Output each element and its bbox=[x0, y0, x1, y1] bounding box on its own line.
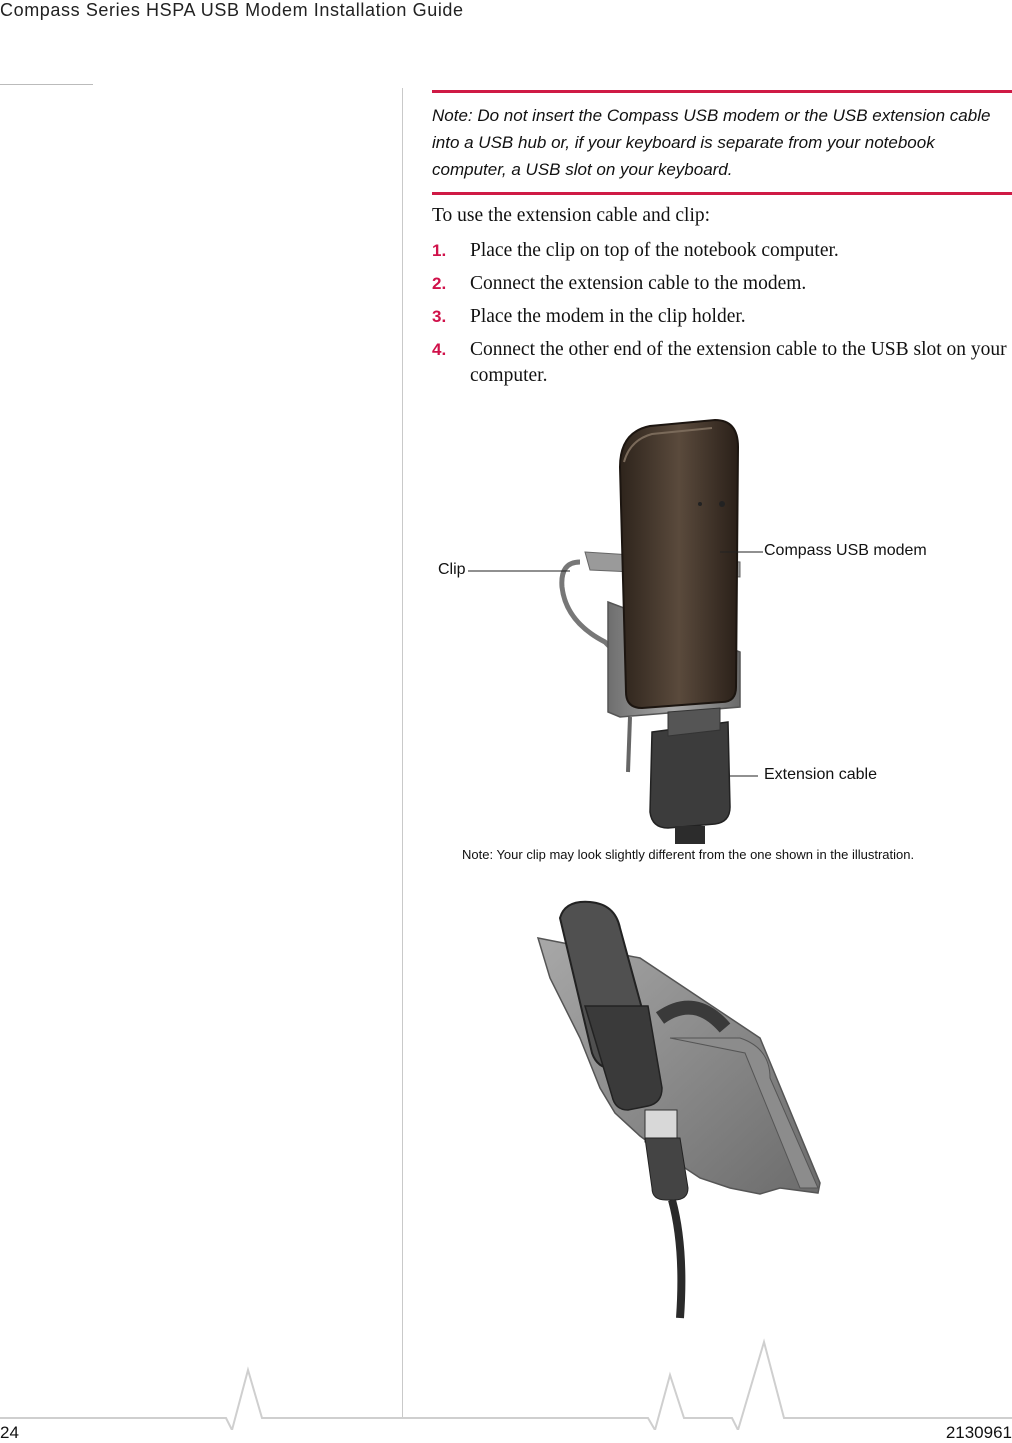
step-item bbox=[432, 271, 1012, 297]
step-number: 4. bbox=[432, 340, 447, 359]
step-text: Connect the extension cable to the modem. bbox=[470, 273, 807, 294]
step-text: Place the modem in the clip holder. bbox=[470, 306, 746, 327]
modem-clip-figure bbox=[430, 412, 950, 852]
column-divider bbox=[402, 88, 403, 1418]
clip-on-laptop-illustration bbox=[520, 888, 860, 1328]
modem-label: Compass USB modem bbox=[764, 542, 927, 559]
step-text: Connect the other end of the extension cable to the USB slot on your computer. bbox=[470, 339, 1007, 386]
running-header: Compass Series HSPA USB Modem Installation Guide bbox=[0, 0, 464, 20]
note-text: Note: Do not insert the Compass USB modem or the USB extension cable into a USB hub or, if your keyboard is separate from your notebook computer, a USB slot on your keyboard. bbox=[432, 106, 991, 179]
cable-label: Extension cable bbox=[764, 766, 877, 783]
clip-on-laptop-figure bbox=[520, 888, 860, 1328]
intro-text: To use the extension cable and clip: bbox=[432, 205, 711, 226]
page-number: 24 bbox=[0, 1423, 19, 1442]
step-number: 3. bbox=[432, 307, 447, 326]
header-rule bbox=[0, 84, 93, 85]
step-number: 2. bbox=[432, 274, 447, 293]
footer-decoration bbox=[0, 1330, 1012, 1430]
figure-caption: Note: Your clip may look slightly different from the one shown in the illustration. bbox=[462, 847, 915, 862]
note-box bbox=[432, 90, 1012, 195]
step-item bbox=[432, 238, 1012, 264]
step-item bbox=[432, 304, 1012, 330]
clip-label: Clip bbox=[438, 561, 466, 578]
modem-clip-illustration bbox=[430, 412, 950, 852]
document-number: 2130961 bbox=[945, 1423, 1012, 1442]
step-item bbox=[432, 337, 1012, 389]
step-number: 1. bbox=[432, 241, 447, 260]
steps-list bbox=[432, 238, 1012, 396]
step-text: Place the clip on top of the notebook computer. bbox=[470, 240, 839, 261]
